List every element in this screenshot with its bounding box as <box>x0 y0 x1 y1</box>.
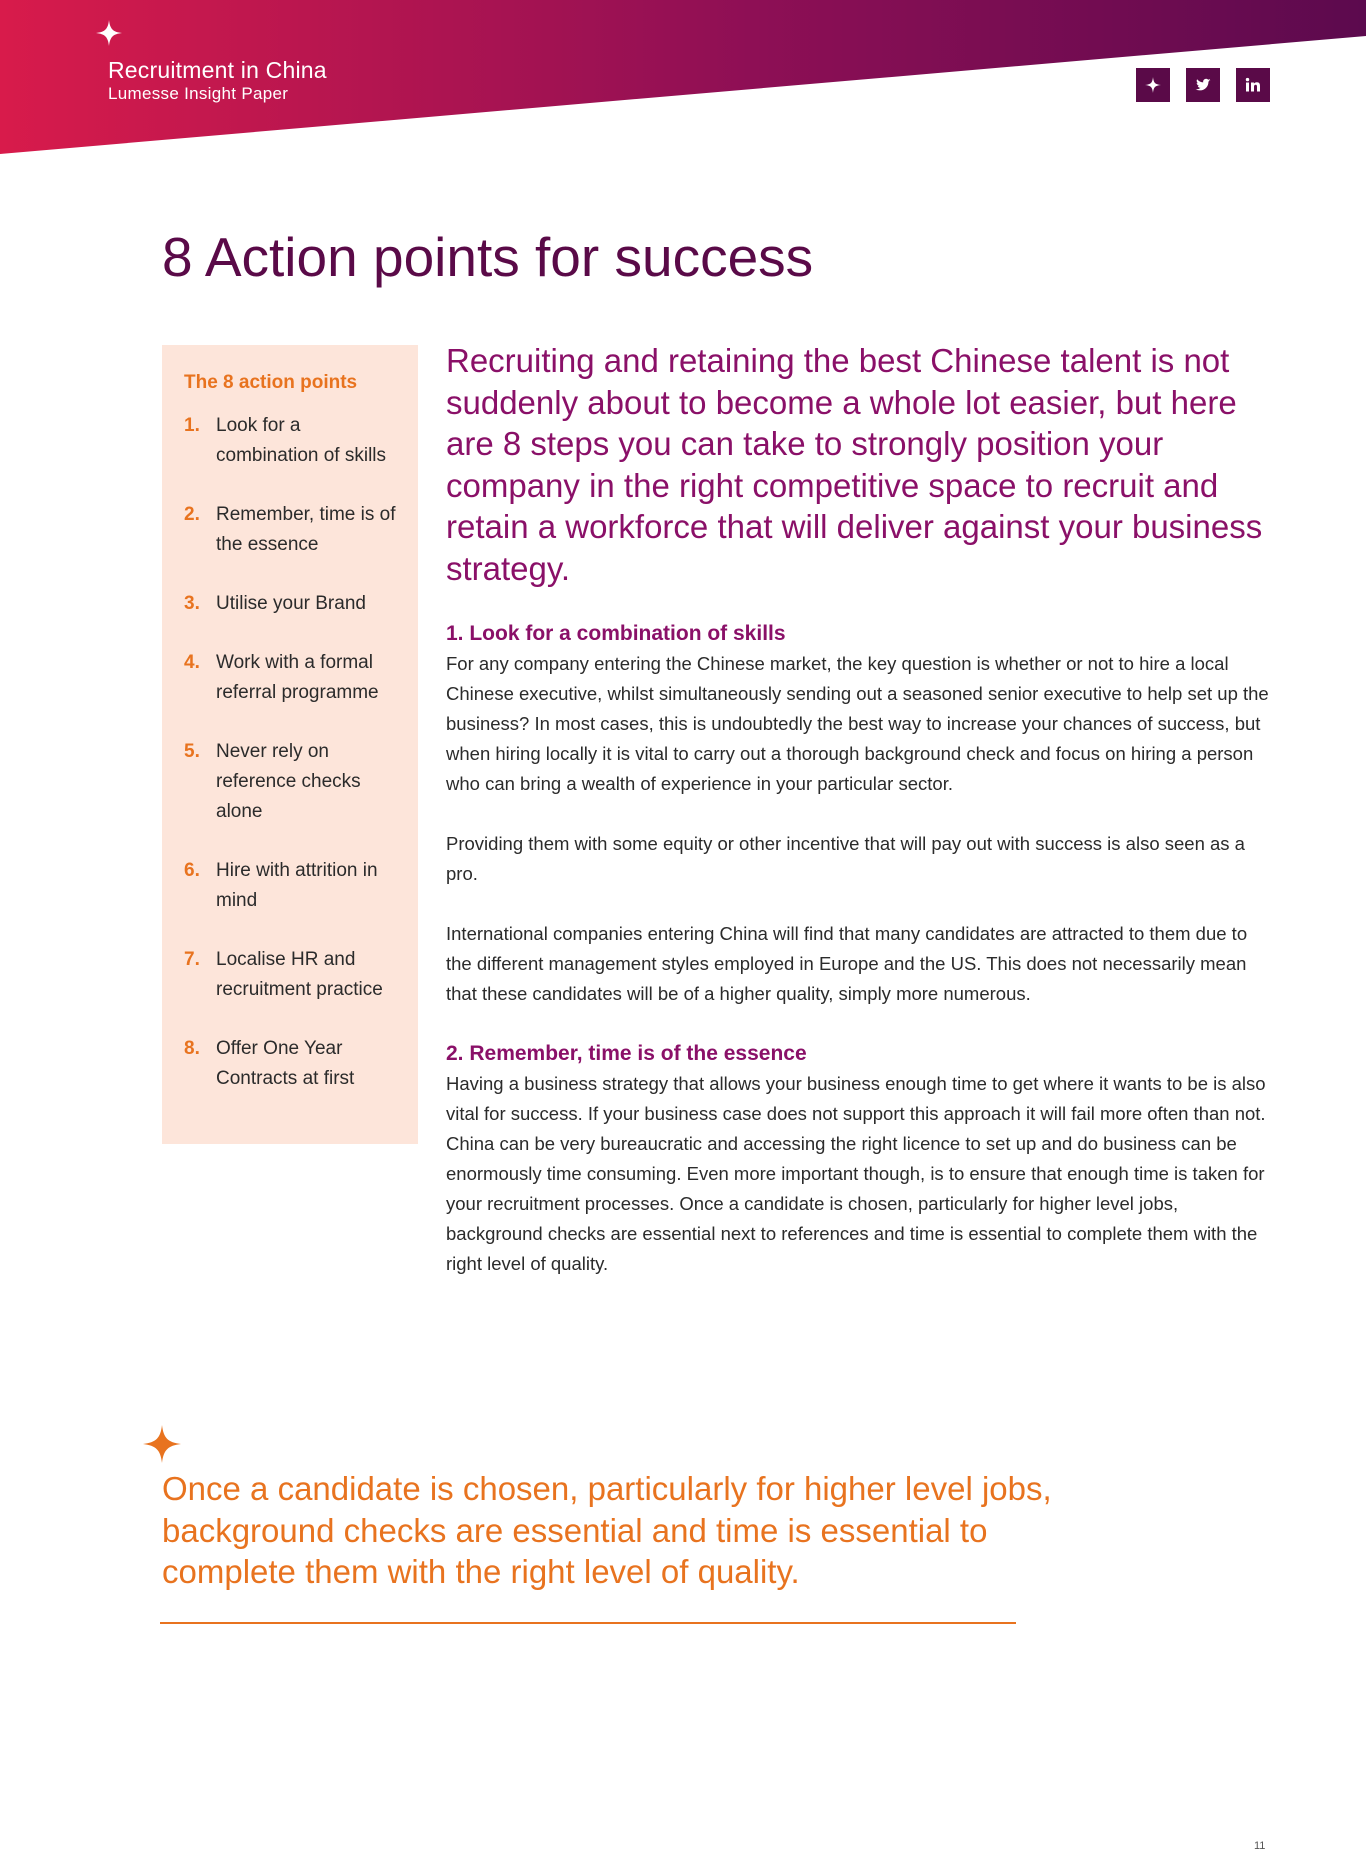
main-content <box>446 340 1276 1279</box>
action-point-item <box>184 589 404 619</box>
section-heading: 2. Remember, time is of the essence <box>446 1042 807 1065</box>
sidebar-heading: The 8 action points <box>184 372 358 393</box>
action-point-item <box>184 856 404 916</box>
pull-quote: Once a candidate is chosen, particularly for higher level jobs, background checks are essential and time is essential to complete them with the right level of quality. <box>162 1470 1052 1590</box>
document-title: Recruitment in China <box>108 57 327 83</box>
action-point-number: 1. <box>184 415 200 436</box>
section-heading: 1. Look for a combination of skills <box>446 622 786 645</box>
twitter-icon <box>1194 76 1212 94</box>
twitter-button[interactable] <box>1186 68 1220 102</box>
sparkle-icon <box>96 20 122 46</box>
document-subtitle: Lumesse Insight Paper <box>108 84 289 103</box>
action-point-text: Remember, time is of the essence <box>216 504 396 555</box>
lumesse-star-button[interactable] <box>1136 68 1170 102</box>
action-points-list <box>184 411 404 1094</box>
social-links <box>1136 68 1270 102</box>
action-point-number: 7. <box>184 949 200 970</box>
body-paragraph: International companies entering China will find that many candidates are attracted to them due to the different management styles employed in Europe and the US. This does not necessarily mean that these candidates will be of a higher quality, simply more numerous. <box>446 923 1248 1004</box>
action-point-text: Hire with attrition in mind <box>216 860 378 911</box>
action-point-number: 3. <box>184 593 200 614</box>
action-point-number: 4. <box>184 652 200 673</box>
page-number: 11 <box>1254 1840 1266 1852</box>
action-point-item <box>184 737 404 827</box>
lead-paragraph: Recruiting and retaining the best Chinese talent is not suddenly about to become a whole lot easier, but here are 8 steps you can take to strongly position your company in the right competitive space to recruit and retain a workforce that will deliver against your business strategy. <box>446 342 1263 587</box>
action-point-number: 5. <box>184 741 200 762</box>
divider <box>160 1622 1016 1624</box>
linkedin-icon <box>1244 76 1262 94</box>
action-point-item <box>184 411 404 471</box>
action-point-text: Work with a formal referral programme <box>216 652 379 703</box>
action-point-number: 6. <box>184 860 200 881</box>
action-point-item <box>184 648 404 708</box>
action-points-sidebar <box>162 345 418 1144</box>
page-title: 8 Action points for success <box>162 226 814 288</box>
action-point-text: Never rely on reference checks alone <box>216 741 361 822</box>
action-point-number: 8. <box>184 1038 200 1059</box>
action-point-text: Utilise your Brand <box>216 593 366 614</box>
action-point-text: Localise HR and recruitment practice <box>216 949 383 1000</box>
action-point-item <box>184 1034 404 1094</box>
action-point-item <box>184 500 404 560</box>
body-paragraph: Having a business strategy that allows your business enough time to get where it wants to be is also vital for success. If your business case does not support this approach it will fail more often than not. China can be very bureaucratic and accessing the right licence to set up and do business can be enormously time consuming. Even more important though, is to ensure that enough time is taken for your recruitment processes. Once a candidate is chosen, particularly for higher level jobs, background checks are essential next to references and time is essential to complete them with the right level of quality. <box>446 1073 1266 1274</box>
lumesse-star-icon <box>1144 76 1162 94</box>
action-point-item <box>184 945 404 1005</box>
body-paragraph: Providing them with some equity or other incentive that will pay out with success is also seen as a pro. <box>446 833 1245 884</box>
action-point-text: Offer One Year Contracts at first <box>216 1038 355 1089</box>
action-point-text: Look for a combination of skills <box>216 415 387 466</box>
sparkle-icon <box>143 1425 181 1463</box>
body-paragraph: For any company entering the Chinese market, the key question is whether or not to hire a local Chinese executive, whilst simultaneously sending out a seasoned senior executive to help set up the business? In most cases, this is undoubtedly the best way to increase your chances of success, but when hiring locally it is vital to carry out a thorough background check and focus on hiring a person who can bring a wealth of experience in your particular sector. <box>446 653 1269 794</box>
linkedin-button[interactable] <box>1236 68 1270 102</box>
action-point-number: 2. <box>184 504 200 525</box>
